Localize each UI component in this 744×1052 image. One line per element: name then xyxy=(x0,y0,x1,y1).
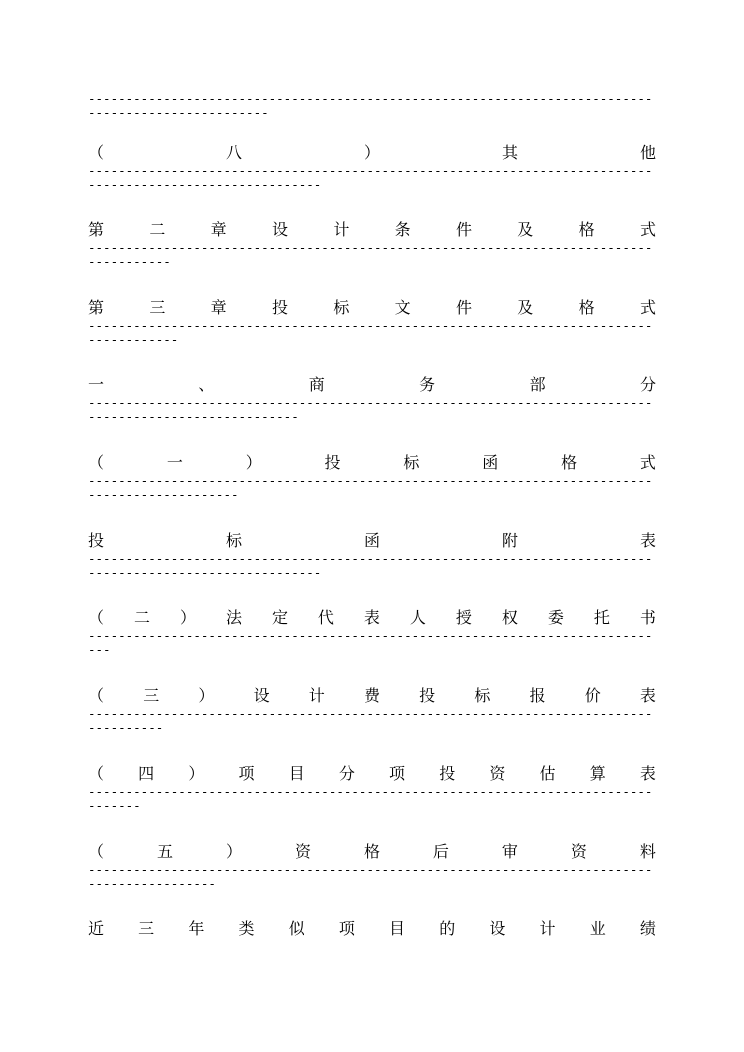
toc-title-char: 文 xyxy=(394,298,411,317)
toc-title-char: 其 xyxy=(501,143,518,162)
toc-title-char: 五 xyxy=(156,842,173,861)
toc-title-char: 式 xyxy=(639,220,656,239)
toc-title-char: 定 xyxy=(271,608,288,627)
toc-title-char: 资 xyxy=(294,842,311,861)
toc-title-char: 审 xyxy=(501,842,518,861)
toc-title-char: 表 xyxy=(363,608,380,627)
toc-title-char: 费 xyxy=(363,686,380,705)
toc-title-char: 条 xyxy=(394,220,411,239)
toc-title-char: 投 xyxy=(88,531,105,550)
toc-entry-title xyxy=(88,685,656,707)
toc-title-char: 章 xyxy=(210,220,227,239)
toc-title-char: 的 xyxy=(439,919,456,938)
toc-entry xyxy=(88,142,656,192)
toc-title-char: 及 xyxy=(517,298,534,317)
toc-title-char: 三 xyxy=(138,919,155,938)
toc-title-char: （ xyxy=(88,143,105,162)
toc-title-char: 计 xyxy=(539,919,556,938)
toc-title-char: 第 xyxy=(88,220,105,239)
toc-title-char: 委 xyxy=(547,608,564,627)
toc-title-char: 他 xyxy=(639,143,656,162)
leader-dash-line-tail: ----------------- xyxy=(88,877,216,891)
toc-title-char: 格 xyxy=(363,842,380,861)
toc-title-char: 函 xyxy=(482,453,499,472)
toc-title-char: 近 xyxy=(88,919,105,938)
toc-title-char: 第 xyxy=(88,298,105,317)
toc-title-char: 后 xyxy=(432,842,449,861)
toc-entry-title xyxy=(88,142,656,164)
toc-title-char: 投 xyxy=(419,686,436,705)
toc-title-char: （ xyxy=(88,842,105,861)
toc-entry-title xyxy=(88,607,656,629)
toc-title-char: ） xyxy=(225,842,242,861)
leader-dash-line: --------------------------------------------------------------------------- xyxy=(88,474,653,488)
leader-dash-line-tail: ------------ xyxy=(88,333,179,347)
toc-title-char: 附 xyxy=(501,531,518,550)
leader-dash-line-tail: ---------- xyxy=(88,721,164,735)
toc-title-char: 表 xyxy=(639,531,656,550)
leader-dash-line: --------------------------------------------------------------------------- xyxy=(88,707,653,721)
leader-dash-line: --------------------------------------------------------------------------- xyxy=(88,552,653,566)
toc-title-char: 标 xyxy=(474,686,491,705)
leader-dash-line-tail: -------------------- xyxy=(88,488,239,502)
toc-entry-title xyxy=(88,763,656,785)
leader-dash-line-tail: --- xyxy=(88,643,111,657)
leader-dash-line-tail: ------------------------ xyxy=(88,106,269,120)
leader-dash-line-tail: ------- xyxy=(88,799,141,813)
toc-title-char: 人 xyxy=(409,608,426,627)
toc-title-char: 四 xyxy=(138,764,155,783)
toc-entry xyxy=(88,918,656,940)
toc-title-char: 目 xyxy=(389,919,406,938)
toc-title-char: 章 xyxy=(210,298,227,317)
toc-title-char: （ xyxy=(88,453,105,472)
leader-dash-line-tail: ----------- xyxy=(88,255,171,269)
toc-title-char: 投 xyxy=(439,764,456,783)
toc-title-char: 资 xyxy=(570,842,587,861)
toc-title-char: 托 xyxy=(593,608,610,627)
leader-dash-line: --------------------------------------------------------------------------- xyxy=(88,241,653,255)
toc-title-char: 设 xyxy=(489,919,506,938)
toc-title-char: 法 xyxy=(225,608,242,627)
toc-title-char: 二 xyxy=(149,220,166,239)
toc-title-char: 三 xyxy=(143,686,160,705)
toc-title-char: 二 xyxy=(133,608,150,627)
leader-dash-line-tail: ------------------------------- xyxy=(88,566,322,580)
toc-title-char: 一 xyxy=(166,453,183,472)
toc-entry xyxy=(88,530,656,580)
toc-title-char: 函 xyxy=(363,531,380,550)
toc-title-char: 标 xyxy=(225,531,242,550)
toc-title-char: 件 xyxy=(455,220,472,239)
leader-dash-line: --------------------------------------------------------------------------- xyxy=(88,319,653,333)
leader-dash-line: --------------------------------------------------------------------------- xyxy=(88,629,653,643)
leader-dash-line-tail: ------------------------------- xyxy=(88,178,322,192)
toc-title-char: 项 xyxy=(338,919,355,938)
toc-entry xyxy=(88,297,656,347)
toc-title-char: 务 xyxy=(419,375,436,394)
toc-title-char: 目 xyxy=(288,764,305,783)
toc-title-char: 标 xyxy=(333,298,350,317)
toc-title-char: 八 xyxy=(225,143,242,162)
toc-title-char: 估 xyxy=(539,764,556,783)
toc-title-char: 标 xyxy=(403,453,420,472)
toc-title-char: 设 xyxy=(253,686,270,705)
toc-title-char: 似 xyxy=(288,919,305,938)
toc-title-char: 表 xyxy=(639,764,656,783)
toc-title-char: 件 xyxy=(455,298,472,317)
toc-title-char: 报 xyxy=(529,686,546,705)
toc-title-char: 项 xyxy=(238,764,255,783)
toc-title-char: 业 xyxy=(589,919,606,938)
toc-title-char: ） xyxy=(179,608,196,627)
toc-title-char: 书 xyxy=(639,608,656,627)
toc-entry xyxy=(88,685,656,735)
toc-title-char: 投 xyxy=(271,298,288,317)
toc-title-char: 式 xyxy=(639,298,656,317)
toc-title-char: 分 xyxy=(639,375,656,394)
toc-entry-title xyxy=(88,219,656,241)
toc-title-char: 部 xyxy=(529,375,546,394)
toc-title-char: 设 xyxy=(271,220,288,239)
toc-title-char: 授 xyxy=(455,608,472,627)
toc-entry xyxy=(88,452,656,502)
leader-dash-line-tail: ---------------------------- xyxy=(88,410,299,424)
toc-title-char: 项 xyxy=(389,764,406,783)
toc-title-char: 算 xyxy=(589,764,606,783)
toc-entry-title xyxy=(88,530,656,552)
toc-title-char: ） xyxy=(363,143,380,162)
toc-title-char: 权 xyxy=(501,608,518,627)
toc-title-char: 计 xyxy=(333,220,350,239)
toc-title-char: 表 xyxy=(639,686,656,705)
toc-title-char: 一 xyxy=(88,375,105,394)
toc-entry-title xyxy=(88,841,656,863)
toc-title-char: 料 xyxy=(639,842,656,861)
toc-title-char: 商 xyxy=(308,375,325,394)
toc-title-char: （ xyxy=(88,686,105,705)
toc-entry-title xyxy=(88,452,656,474)
toc-title-char: 分 xyxy=(338,764,355,783)
leader-dash-line: --------------------------------------------------------------------------- xyxy=(88,785,653,799)
toc-title-char: 绩 xyxy=(639,919,656,938)
toc-entry xyxy=(88,219,656,269)
toc-entry xyxy=(88,92,656,120)
toc-title-char: 代 xyxy=(317,608,334,627)
toc-title-char: 式 xyxy=(639,453,656,472)
leader-dash-line: --------------------------------------------------------------------------- xyxy=(88,164,653,178)
toc-entry xyxy=(88,607,656,657)
leader-dash-line: --------------------------------------------------------------------------- xyxy=(88,863,653,877)
toc-title-char: ） xyxy=(188,764,205,783)
toc-title-char: 资 xyxy=(489,764,506,783)
toc-title-char: 投 xyxy=(324,453,341,472)
toc-entry xyxy=(88,763,656,813)
toc-title-char: （ xyxy=(88,764,105,783)
toc-title-char: ） xyxy=(245,453,262,472)
toc-entry-title xyxy=(88,374,656,396)
toc-title-char: 计 xyxy=(308,686,325,705)
toc-title-char: 类 xyxy=(238,919,255,938)
toc-title-char: 年 xyxy=(188,919,205,938)
toc-entry xyxy=(88,374,656,424)
toc-entry-title xyxy=(88,918,656,940)
toc-entry-title xyxy=(88,297,656,319)
toc-title-char: 价 xyxy=(584,686,601,705)
toc-title-char: 及 xyxy=(517,220,534,239)
toc-title-char: ） xyxy=(198,686,215,705)
toc-title-char: 格 xyxy=(561,453,578,472)
leader-dash-line: --------------------------------------------------------------------------- xyxy=(88,92,653,106)
toc-entry xyxy=(88,841,656,891)
toc-title-char: （ xyxy=(88,608,105,627)
leader-dash-line: --------------------------------------------------------------------------- xyxy=(88,396,653,410)
toc-title-char: 、 xyxy=(198,375,215,394)
toc-title-char: 格 xyxy=(578,220,595,239)
toc-title-char: 格 xyxy=(578,298,595,317)
toc-title-char: 三 xyxy=(149,298,166,317)
